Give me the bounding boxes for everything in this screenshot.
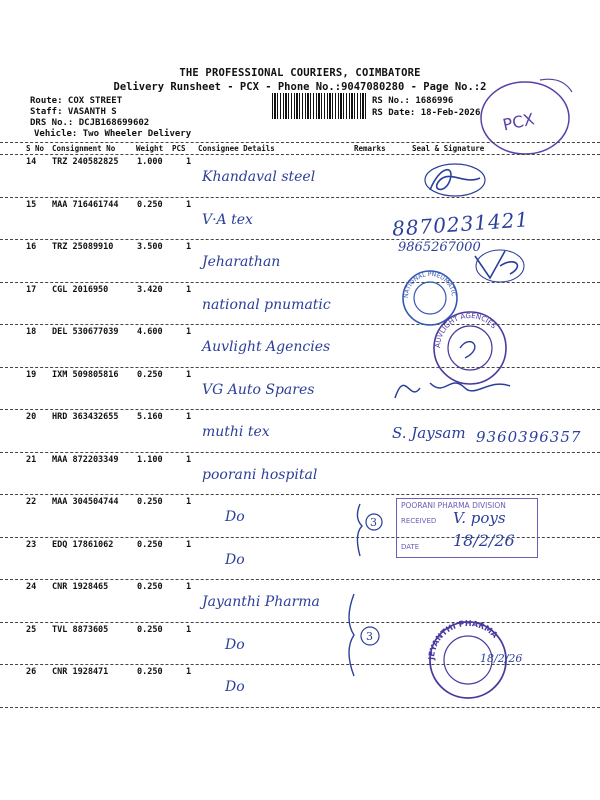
col-pcs: PCS xyxy=(172,144,186,153)
svg-text:3: 3 xyxy=(370,516,377,529)
row-sno: 24 xyxy=(26,582,37,592)
staff: Staff: VASANTH S xyxy=(30,107,117,117)
row-sno: 14 xyxy=(26,157,37,167)
row-pcs: 1 xyxy=(186,199,192,210)
row-pcs: 1 xyxy=(186,667,192,677)
pcx-stamp-text: PCX xyxy=(501,109,537,135)
row-consignee-handwritten: Auvlight Agencies xyxy=(202,339,331,355)
row-pcs: 1 xyxy=(186,412,192,422)
row-weight: 3.420 xyxy=(137,284,163,295)
signature-14 xyxy=(410,160,500,200)
jeyanthi-stamp xyxy=(420,614,530,704)
row-pcs: 1 xyxy=(186,624,192,635)
row-weight: 0.250 xyxy=(137,624,163,635)
barcode xyxy=(272,93,368,119)
row-consignment-no: TRZ 25089910 xyxy=(52,242,114,252)
row-pcs: 1 xyxy=(186,369,192,380)
col-weight: Weight xyxy=(136,144,164,153)
row-sno: 17 xyxy=(26,284,37,295)
row-consignee-handwritten: Jeharathan xyxy=(202,254,281,270)
col-sno: S No xyxy=(26,144,45,153)
row-consignee-handwritten: Khandaval steel xyxy=(202,169,316,185)
document-subtitle: Delivery Runsheet - PCX - Phone No.:9047080280 - Page No.:2 xyxy=(113,81,487,93)
drs-number: DRS No.: DCJB168699602 xyxy=(30,118,150,128)
row-pcs: 1 xyxy=(186,157,192,167)
row-consignment-no: MAA 872203349 xyxy=(52,454,119,465)
signature-20: S. Jaysam xyxy=(392,424,466,442)
poorani-stamp: POORANI PHARMA DIVISION RECEIVED V. poys DATE 18/2/26 xyxy=(396,498,538,558)
row-consignment-no: HRD 363432655 xyxy=(52,412,119,422)
table-row xyxy=(0,325,600,367)
row-consignee-handwritten: poorani hospital xyxy=(202,466,318,483)
row-sno: 26 xyxy=(26,667,37,677)
table-row xyxy=(0,453,600,495)
row-weight: 0.250 xyxy=(137,539,163,550)
row-weight: 1.100 xyxy=(137,454,163,465)
vehicle: Vehicle: Two Wheeler Delivery xyxy=(34,129,192,139)
row-consignee-handwritten: Do xyxy=(225,551,245,568)
rs-number: RS No.: 1686996 xyxy=(372,96,454,106)
row-pcs: 1 xyxy=(186,539,192,550)
row-pcs: 1 xyxy=(186,242,192,252)
phone-handwritten-2: 9865267000 xyxy=(398,240,481,255)
svg-text:AUVLIGHT AGENCIES: AUVLIGHT AGENCIES xyxy=(433,311,498,349)
row-pcs: 1 xyxy=(186,454,192,465)
col-consignment: Consignment No xyxy=(52,144,116,153)
table-row xyxy=(0,155,600,197)
rs-date: RS Date: 18-Feb-2026 xyxy=(372,108,481,118)
row-separator xyxy=(0,707,600,708)
col-remarks: Remarks xyxy=(354,144,386,153)
row-pcs: 1 xyxy=(186,327,192,337)
row-consignment-no: CGL 2016950 xyxy=(52,284,109,295)
row-sno: 20 xyxy=(26,412,37,422)
row-consignment-no: EDQ 17861062 xyxy=(52,539,114,550)
row-sno: 19 xyxy=(26,369,37,380)
row-sno: 16 xyxy=(26,242,37,252)
row-weight: 4.600 xyxy=(137,327,163,337)
row-sno: 23 xyxy=(26,539,37,550)
svg-text:JEYANTHI PHARMA: JEYANTHI PHARMA xyxy=(426,618,500,661)
table-top-rule xyxy=(0,142,600,143)
row-consignee-handwritten: V·A tex xyxy=(202,211,253,228)
row-consignee-handwritten: Jayanthi Pharma xyxy=(202,594,320,610)
signature-19 xyxy=(390,368,530,408)
row-consignment-no: TRZ 240582825 xyxy=(52,157,119,167)
row-consignee-handwritten: Do xyxy=(225,636,245,653)
row-weight: 5.160 xyxy=(137,412,163,422)
signature-16 xyxy=(470,246,530,286)
row-weight: 0.250 xyxy=(137,582,163,592)
row-weight: 0.250 xyxy=(137,369,163,380)
row-weight: 0.250 xyxy=(137,667,163,677)
row-sno: 22 xyxy=(26,497,37,507)
row-pcs: 1 xyxy=(186,497,192,507)
row-consignment-no: IXM 509805816 xyxy=(52,369,119,380)
col-seal-signature: Seal & Signature xyxy=(412,144,485,153)
col-consignee: Consignee Details xyxy=(198,144,275,153)
row-pcs: 1 xyxy=(186,284,192,295)
svg-text:18/2/26: 18/2/26 xyxy=(480,652,523,665)
table-row xyxy=(0,283,600,325)
route: Route: COX STREET xyxy=(30,96,123,106)
row-consignment-no: MAA 716461744 xyxy=(52,199,119,210)
row-weight: 1.000 xyxy=(137,157,163,167)
brace-24-26 xyxy=(340,590,390,680)
row-consignee-handwritten: VG Auto Spares xyxy=(202,381,315,398)
row-consignee-handwritten: Do xyxy=(225,679,245,695)
row-sno: 15 xyxy=(26,199,37,210)
phone-handwritten-1: 8870231421 xyxy=(391,207,530,241)
row-sno: 25 xyxy=(26,624,37,635)
row-weight: 0.250 xyxy=(137,199,163,210)
svg-text:3: 3 xyxy=(366,630,373,643)
brace-22-23 xyxy=(352,500,392,560)
row-consignee-handwritten: national pnumatic xyxy=(202,296,331,313)
row-sno: 18 xyxy=(26,327,37,337)
row-consignment-no: CNR 1928471 xyxy=(52,667,109,677)
row-consignment-no: MAA 304504744 xyxy=(52,497,119,507)
phone-handwritten-3: 9360396357 xyxy=(476,428,582,446)
row-consignment-no: CNR 1928465 xyxy=(52,582,109,592)
row-pcs: 1 xyxy=(186,582,192,592)
row-consignee-handwritten: Do xyxy=(225,509,245,525)
document-title: THE PROFESSIONAL COURIERS, COIMBATORE xyxy=(179,67,421,79)
row-consignee-handwritten: muthi tex xyxy=(202,424,270,440)
row-consignment-no: DEL 530677039 xyxy=(52,327,119,337)
pcx-stamp xyxy=(470,72,580,167)
row-weight: 3.500 xyxy=(137,242,163,252)
row-weight: 0.250 xyxy=(137,497,163,507)
row-consignment-no: TVL 8873605 xyxy=(52,624,109,635)
row-sno: 21 xyxy=(26,454,37,465)
svg-text:NATIONAL PNEUMATIC: NATIONAL PNEUMATIC xyxy=(402,270,457,299)
